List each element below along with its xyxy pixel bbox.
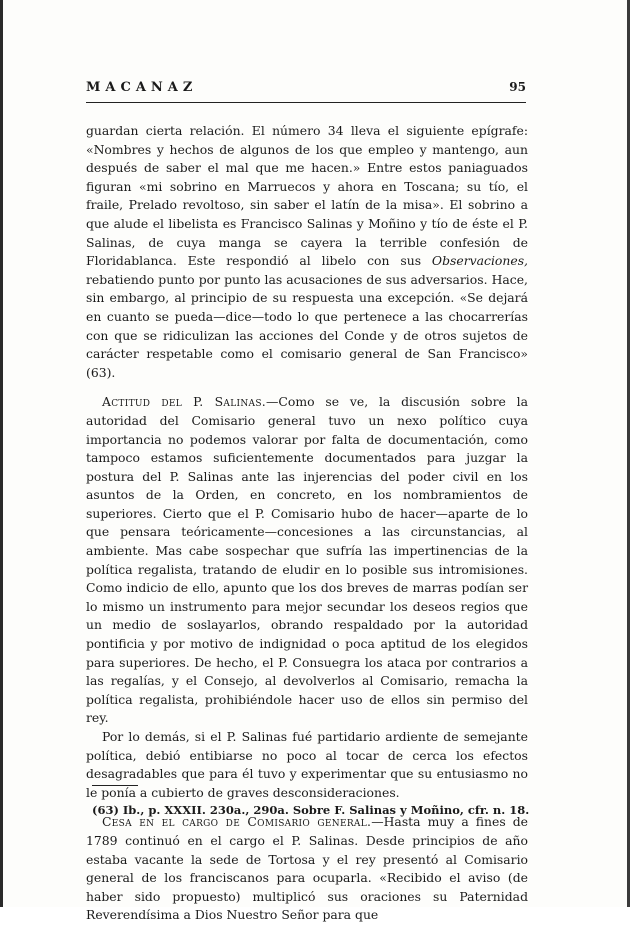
running-title: MACANAZ [86, 80, 198, 95]
paragraph-text: guardan cierta relación. El número 34 lleva el siguiente epígrafe: «Nombres y hechos de algunos de los que empleo y mantengo, aun después de saber el mal que me hacen.» Entre estos paniaguados figuran «mi sobrino en Marruecos y ahora en Toscana; su tío, el fraile, Prelado revoltoso, sin saber el latín de la misa». El sobrino a que alude el libelista es Francisco Salinas y Moñino y tío de éste el P. Salinas, de cuya manga se cayera la terrible confesión de Floridablanca. Este respondió al libelo con sus [86, 123, 528, 269]
paragraph-cesa [86, 813, 528, 925]
footnote: (63) Ib., p. XXXII. 230a., 290a. Sobre F. Salinas y Moñino, cfr. n. 18. [92, 803, 530, 817]
paragraph-por-lo-demas [86, 728, 528, 802]
paragraph-text: rebatiendo punto por punto las acusaciones de sus adversarios. Hace, sin embargo, al principio de su respuesta una excepción. «Se dejará en cuanto se pueda—dice—todo lo que pertenece a las chocarrerías con que se ridiculizan las acciones del Conde y de otros sujetos de carácter respetable como el comisario general de San Francisco» (63). [86, 271, 528, 380]
section-heading: Cesa en el cargo de Comisario general. [102, 814, 372, 830]
section-heading: Actitud del P. Salinas. [102, 394, 267, 410]
paragraph-text: —Hasta muy a fines de 1789 continuó en el cargo el P. Salinas. Desde principios de año estaba vacante la sede de Tortosa y el rey presentó al Comisario general de los franciscanos para ocuparla. «Recibido el aviso (de haber sido propuesto) multiplicó sus oraciones su Paternidad Reverendísima a Dios Nuestro Señor para que [86, 814, 528, 923]
running-head [86, 80, 526, 106]
paragraph-text: —Como se ve, la discusión sobre la autoridad del Comisario general tuvo un nexo político cuya importancia no podemos valorar por falta de documentación, como tampoco estamos suficientemente documentados para juzgar la postura del P. Salinas ante las injerencias del poder civil en los asuntos de la Orden, en concreto, en los nombramientos de superiores. Cierto que el P. Comisario hubo de hacer—aparte de lo que pensara teóricamente—concesiones a las circunstancias, al ambiente. Mas cabe sospechar que sufría las impertinencias de la política regalista, tratando de eludir en lo posible sus intromisiones. Como indicio de ello, apunto que los dos breves de marras podían ser lo mismo un instrumento para mejor secundar los deseos regios que un medio de soslayarlos, obrando respaldado por la autoridad pontificia y por motivo de indignidad o poca aptitud de los elegidos para superiores. De hecho, el P. Consuegra los ataca por contrarios a las regalías, y el Consejo, al devolverlos al Comisario, remacha la política regalista, prohibiéndole hacer uso de ellos sin permiso del rey. [86, 394, 528, 726]
page-number: 95 [509, 80, 526, 94]
footnote-rule [92, 785, 138, 786]
paragraph-text: Por lo demás, si el P. Salinas fué partidario ardiente de semejante política, debió entibiarse no poco al tocar de cerca los efectos desagradables que para él tuvo y experimentar que su entusiasmo no le ponía a cubierto de graves desconsideraciones. [86, 729, 528, 800]
page-edge-left [0, 0, 3, 907]
paragraph-actitud [86, 393, 528, 728]
header-rule [86, 102, 526, 103]
italic-title: Observaciones, [431, 253, 528, 269]
paragraph-continued [86, 122, 528, 382]
